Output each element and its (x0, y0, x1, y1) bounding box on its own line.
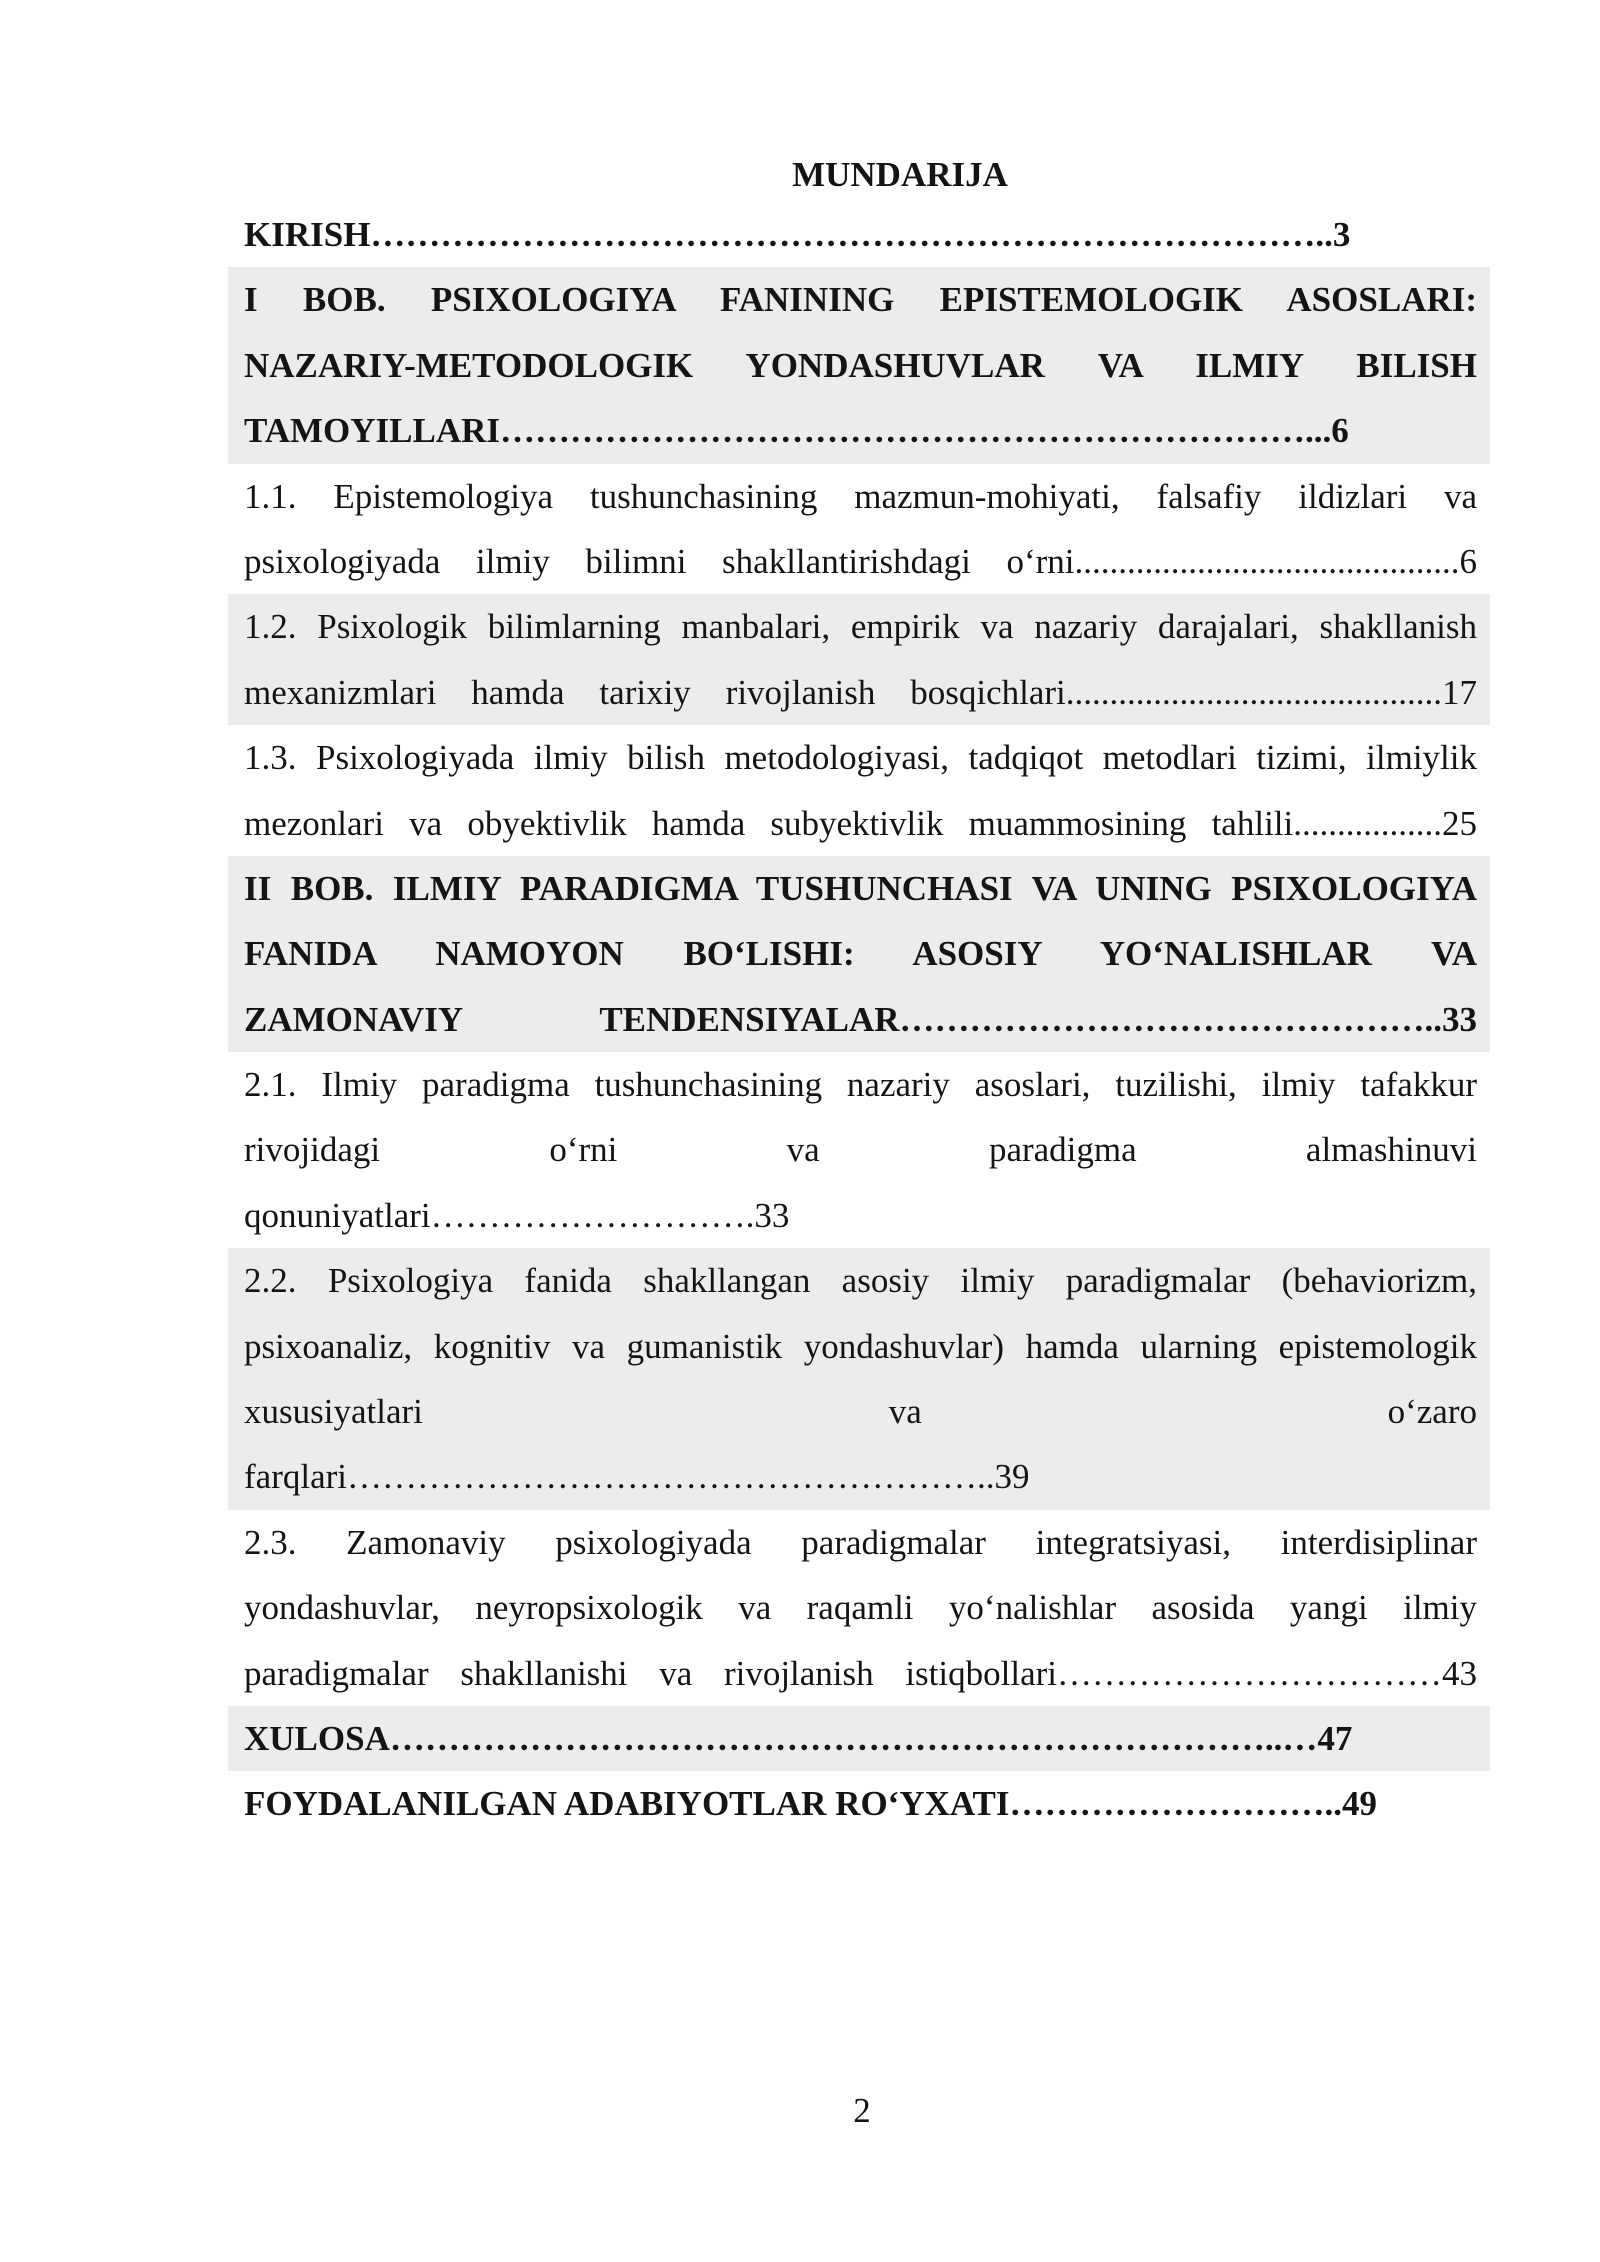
document-title: MUNDARIJA (792, 155, 1008, 194)
toc-word: xususiyatlari (244, 1392, 423, 1432)
toc-section-2-2-line-4: farqlari………………………………………………..39 (228, 1444, 1490, 1509)
toc-section-2-3-line-1: 2.3. Zamonaviy psixologiyada paradigmalar integratsiyasi, interdisiplinar (244, 1522, 1477, 1562)
toc-section-1-1-line-1: 1.1. Epistemologiya tushunchasining mazmun-mohiyati, falsafiy ildizlari va (244, 476, 1477, 516)
toc-word: o‘rni (549, 1130, 618, 1170)
toc-section-2-1-line-3: qonuniyatlari……………………….33 (244, 1195, 790, 1235)
toc-entry-conclusion: XULOSA…………………………………………………………………..…47 (228, 1706, 1490, 1771)
toc-section-1-2-line-2: mexanizmlari hamda tarixiy rivojlanish bosqichlari...........................................17 (228, 660, 1490, 725)
toc-section-1-3-line-1: 1.3. Psixologiyada ilmiy bilish metodologiyasi, tadqiqot metodlari tizimi, ilmiylik (244, 738, 1477, 778)
toc-chapter-2-line-1: II BOB. ILMIY PARADIGMA TUSHUNCHASI VA UNING PSIXOLOGIYA (228, 856, 1490, 921)
toc-section-2-1-line-2 (228, 1117, 1490, 1182)
toc-chapter-2-line-2: FANIDA NAMOYON BO‘LISHI: ASOSIY YO‘NALISHLAR VA (228, 921, 1490, 986)
toc-section-2-1-line-1: 2.1. Ilmiy paradigma tushunchasining nazariy asoslari, tuzilishi, ilmiy tafakkur (244, 1065, 1477, 1105)
toc-section-2-2-line-3 (228, 1379, 1490, 1444)
toc-chapter-1-line-3: TAMOYILLARI……………………………………………………………...6 (228, 398, 1490, 463)
toc-section-1-2-line-1: 1.2. Psixologik bilimlarning manbalari, empirik va nazariy darajalari, shakllanish (228, 594, 1490, 659)
toc-word: almashinuvi (1305, 1130, 1477, 1170)
toc-chapter-1-line-2: NAZARIY-METODOLOGIK YONDASHUVLAR VA ILMIY BILISH (228, 333, 1490, 398)
toc-section-2-3-line-2: yondashuvlar, neyropsixologik va raqamli yo‘nalishlar asosida yangi ilmiy (244, 1588, 1477, 1628)
toc-entry-references: FOYDALANILGAN ADABIYOTLAR RO‘YXATI………………………..49 (244, 1784, 1378, 1824)
table-of-contents (228, 202, 1490, 1837)
toc-section-1-1-line-2: psixologiyada ilmiy bilimni shakllantirishdagi o‘rni............................................6 (244, 541, 1477, 581)
toc-section-1-3-line-2: mezonlari va obyektivlik hamda subyektivlik muammosining tahlili.................25 (244, 803, 1477, 843)
page-number: 2 (853, 2091, 871, 2130)
toc-entry-introduction: KIRISH………………………………………………………………………..3 (244, 215, 1351, 254)
toc-word: va (786, 1130, 820, 1170)
toc-word: paradigma (988, 1130, 1137, 1170)
toc-chapter-1-line-1: I BOB. PSIXOLOGIYA FANINING EPISTEMOLOGIK ASOSLARI: (228, 267, 1490, 332)
toc-section-2-2-line-1: 2.2. Psixologiya fanida shakllangan asosiy ilmiy paradigmalar (behaviorizm, (228, 1248, 1490, 1313)
toc-section-2-3-line-3: paradigmalar shakllanishi va rivojlanish istiqbollari……………………………43 (244, 1653, 1477, 1693)
toc-section-2-2-line-2: psixoanaliz, kognitiv va gumanistik yondashuvlar) hamda ularning epistemologik (228, 1314, 1490, 1379)
toc-word: rivojidagi (244, 1130, 381, 1170)
toc-word: o‘zaro (1387, 1392, 1477, 1432)
toc-chapter-2-line-3: ZAMONAVIY TENDENSIYALAR………………………………………..33 (228, 987, 1490, 1052)
toc-word: va (888, 1392, 922, 1432)
